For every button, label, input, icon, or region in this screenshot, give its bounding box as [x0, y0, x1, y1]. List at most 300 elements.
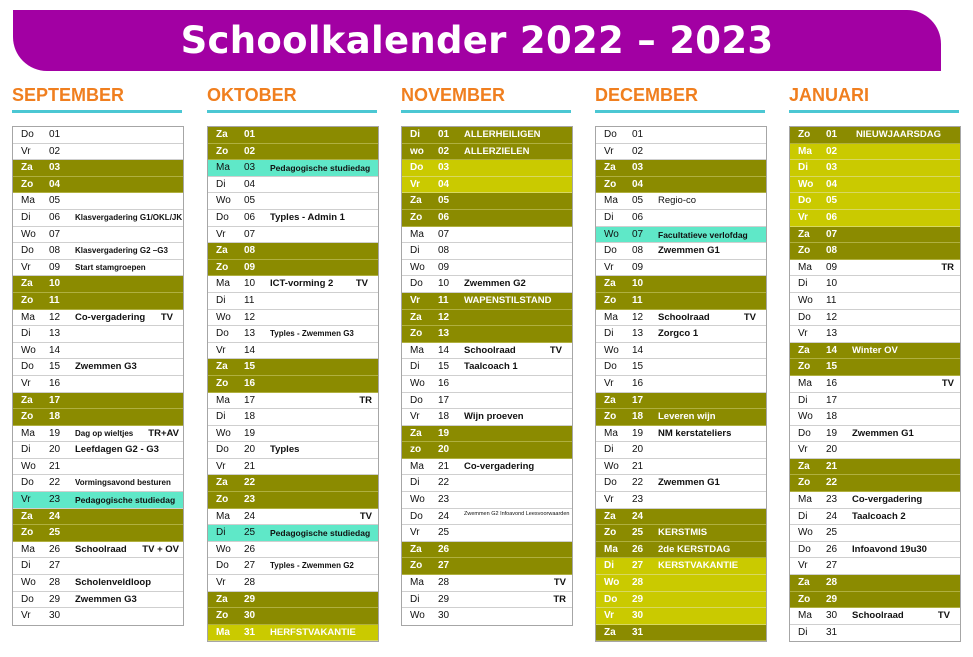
- weekday-label: Do: [410, 278, 423, 290]
- day-number: 24: [438, 510, 450, 522]
- event-label: Leveren wijn: [658, 411, 716, 423]
- weekday-label: Ma: [21, 195, 35, 207]
- weekday-label: Ma: [410, 228, 424, 240]
- day-row: [208, 260, 378, 277]
- day-number: 26: [632, 543, 644, 555]
- weekday-label: Di: [604, 560, 614, 572]
- day-number: 15: [632, 361, 644, 373]
- weekday-label: Ma: [798, 261, 812, 273]
- day-number: 25: [826, 527, 838, 539]
- weekday-label: Vr: [410, 178, 421, 190]
- event-label: ALLERZIELEN: [464, 145, 530, 157]
- event-label: Pedagogische studiedag: [270, 163, 371, 174]
- weekday-label: Za: [410, 311, 422, 323]
- day-row: [13, 542, 183, 559]
- day-row: [208, 243, 378, 260]
- weekday-label: Ma: [410, 577, 424, 589]
- weekday-label: Do: [604, 129, 617, 140]
- event-label: Co-vergadering: [852, 494, 923, 506]
- day-number: 17: [438, 394, 450, 406]
- day-row: [13, 160, 183, 177]
- day-row: [402, 426, 572, 443]
- day-row: [13, 475, 183, 492]
- weekday-label: Za: [798, 577, 810, 589]
- event-label: Klasvergadering G1/OKL/JK: [75, 212, 183, 222]
- day-number: 02: [632, 145, 644, 157]
- weekday-label: Do: [216, 444, 229, 456]
- day-number: 18: [49, 411, 61, 423]
- day-number: 14: [826, 344, 838, 356]
- day-number: 25: [438, 527, 450, 539]
- weekday-label: Za: [216, 245, 228, 257]
- day-number: 07: [438, 228, 450, 240]
- day-number: 29: [826, 593, 838, 605]
- day-number: 27: [49, 560, 61, 572]
- weekday-label: wo: [410, 145, 424, 157]
- weekday-label: Di: [21, 211, 31, 223]
- event-tag: TV: [549, 344, 562, 356]
- weekday-label: Do: [216, 328, 229, 340]
- event-tag: TR: [553, 593, 566, 605]
- day-row: [790, 243, 960, 260]
- day-number: 21: [826, 460, 838, 472]
- day-row: [790, 343, 960, 360]
- day-number: 24: [826, 510, 838, 522]
- day-number: 14: [438, 344, 450, 356]
- day-number: 27: [632, 560, 644, 572]
- day-number: 01: [826, 129, 838, 140]
- day-table: [789, 126, 961, 642]
- day-row: [208, 608, 378, 625]
- event-tag: TR: [359, 394, 372, 406]
- day-row: [402, 409, 572, 426]
- day-row: [596, 359, 766, 376]
- event-label: Zwemmen G3: [75, 361, 137, 373]
- day-row: [402, 376, 572, 393]
- day-row: [402, 276, 572, 293]
- weekday-label: Ma: [21, 543, 35, 555]
- weekday-label: Wo: [216, 427, 231, 439]
- day-number: 07: [244, 228, 256, 240]
- day-row: [790, 608, 960, 625]
- weekday-label: Za: [21, 162, 33, 174]
- day-number: 03: [244, 162, 256, 174]
- event-label: Pedagogische studiedag: [75, 495, 176, 506]
- day-number: 06: [438, 211, 450, 223]
- event-label: Typles - Admin 1: [270, 211, 345, 223]
- day-number: 04: [826, 178, 838, 190]
- weekday-label: Ma: [798, 610, 812, 622]
- day-row: [208, 193, 378, 210]
- day-number: 17: [632, 394, 644, 406]
- weekday-label: Di: [798, 394, 808, 406]
- day-number: 17: [49, 394, 61, 406]
- day-row: [402, 575, 572, 592]
- weekday-label: Ma: [604, 311, 618, 323]
- day-number: 13: [632, 328, 644, 340]
- day-number: 17: [244, 394, 256, 406]
- day-number: 25: [49, 527, 61, 539]
- day-row: [402, 442, 572, 459]
- weekday-label: Zo: [216, 494, 229, 506]
- day-number: 23: [244, 494, 256, 506]
- day-row: [402, 144, 572, 161]
- weekday-label: Vr: [604, 377, 614, 389]
- day-row: [402, 525, 572, 542]
- weekday-label: Za: [604, 278, 616, 290]
- day-row: [13, 409, 183, 426]
- weekday-label: Vr: [604, 261, 614, 273]
- day-row: [13, 227, 183, 244]
- weekday-label: Do: [21, 361, 34, 373]
- day-row: [13, 592, 183, 609]
- day-number: 10: [826, 278, 838, 290]
- month-column-januari: [789, 84, 961, 638]
- day-number: 05: [49, 195, 61, 207]
- day-row: [13, 442, 183, 459]
- day-row: [208, 625, 378, 642]
- event-label: KERSTMIS: [658, 527, 708, 539]
- day-number: 08: [438, 245, 450, 257]
- day-row: [208, 459, 378, 476]
- day-number: 31: [244, 626, 256, 638]
- event-label: Schoolraad: [658, 311, 710, 323]
- day-row: [790, 592, 960, 609]
- day-number: 15: [49, 361, 61, 373]
- day-number: 22: [438, 477, 450, 489]
- weekday-label: Ma: [604, 195, 618, 207]
- day-number: 18: [632, 411, 644, 423]
- day-row: [208, 144, 378, 161]
- day-number: 18: [244, 411, 256, 423]
- weekday-label: Zo: [604, 294, 617, 306]
- day-row: [402, 475, 572, 492]
- event-label: Start stamgroepen: [75, 262, 146, 272]
- weekday-label: Do: [604, 361, 617, 373]
- weekday-label: Zo: [798, 245, 811, 257]
- weekday-label: Zo: [21, 411, 34, 423]
- weekday-label: Do: [604, 477, 617, 489]
- day-number: 06: [49, 211, 61, 223]
- day-number: 09: [826, 261, 838, 273]
- day-number: 08: [632, 245, 644, 257]
- weekday-label: Ma: [604, 543, 618, 555]
- weekday-label: Zo: [21, 527, 34, 539]
- event-label: KERSTVAKANTIE: [658, 560, 739, 572]
- day-number: 27: [244, 560, 256, 572]
- event-label: 2de KERSTDAG: [658, 543, 731, 555]
- weekday-label: Do: [21, 129, 34, 140]
- day-table: [207, 126, 379, 642]
- event-label: Winter OV: [852, 344, 898, 356]
- day-number: 05: [826, 195, 838, 207]
- day-number: 01: [438, 129, 450, 140]
- day-row: [596, 276, 766, 293]
- day-row: [790, 293, 960, 310]
- day-number: 27: [438, 560, 450, 572]
- day-row: [596, 459, 766, 476]
- day-number: 07: [826, 228, 838, 240]
- day-number: 31: [632, 626, 644, 638]
- day-row: [596, 193, 766, 210]
- weekday-label: Do: [410, 510, 423, 522]
- day-number: 13: [49, 328, 61, 340]
- event-label: Zwemmen G3: [75, 593, 137, 605]
- day-row: [13, 459, 183, 476]
- weekday-label: Vr: [604, 145, 614, 157]
- day-number: 20: [49, 444, 61, 456]
- day-row: [402, 210, 572, 227]
- day-number: 08: [49, 245, 61, 257]
- month-column-september: [12, 84, 184, 622]
- weekday-label: Za: [798, 228, 810, 240]
- weekday-label: zo: [410, 444, 422, 456]
- day-row: [790, 144, 960, 161]
- day-row: [596, 492, 766, 509]
- weekday-label: Ma: [410, 460, 424, 472]
- day-row: [402, 127, 572, 144]
- day-row: [402, 509, 572, 526]
- day-row: [402, 310, 572, 327]
- day-number: 03: [826, 162, 838, 174]
- event-label: Dag op wieltjes: [75, 428, 134, 438]
- day-row: [402, 326, 572, 343]
- day-row: [208, 409, 378, 426]
- weekday-label: Di: [21, 328, 31, 340]
- day-row: [208, 343, 378, 360]
- weekday-label: Vr: [216, 460, 226, 472]
- weekday-label: Wo: [216, 543, 231, 555]
- day-row: [790, 227, 960, 244]
- day-row: [402, 459, 572, 476]
- day-number: 03: [632, 162, 644, 174]
- weekday-label: Do: [216, 211, 229, 223]
- day-number: 12: [632, 311, 644, 323]
- day-number: 23: [49, 494, 61, 506]
- day-number: 26: [826, 543, 838, 555]
- event-label: Infoavond 19u30: [852, 543, 927, 555]
- day-number: 23: [632, 494, 644, 506]
- event-label: NM kerstateliers: [658, 427, 732, 439]
- weekday-label: Do: [798, 311, 811, 323]
- weekday-label: Vr: [21, 494, 31, 506]
- day-row: [790, 260, 960, 277]
- day-row: [596, 227, 766, 244]
- day-number: 02: [244, 145, 256, 157]
- day-row: [13, 343, 183, 360]
- day-number: 11: [49, 294, 60, 306]
- weekday-label: Ma: [216, 394, 230, 406]
- day-table: [401, 126, 573, 626]
- weekday-label: Za: [410, 427, 422, 439]
- weekday-label: Zo: [798, 593, 811, 605]
- weekday-label: Wo: [798, 294, 813, 306]
- weekday-label: Do: [798, 543, 811, 555]
- day-row: [13, 260, 183, 277]
- day-number: 15: [438, 361, 450, 373]
- day-row: [790, 409, 960, 426]
- day-row: [13, 144, 183, 161]
- day-number: 13: [826, 328, 838, 340]
- day-number: 05: [438, 195, 450, 207]
- weekday-label: Do: [21, 477, 34, 489]
- day-row: [208, 393, 378, 410]
- event-label: Typles - Zwemmen G3: [270, 329, 354, 339]
- day-row: [596, 127, 766, 144]
- day-number: 29: [632, 593, 644, 605]
- day-row: [790, 426, 960, 443]
- weekday-label: Wo: [604, 460, 619, 472]
- day-row: [208, 575, 378, 592]
- day-row: [13, 293, 183, 310]
- day-row: [208, 359, 378, 376]
- day-row: [13, 426, 183, 443]
- day-number: 12: [244, 311, 256, 323]
- weekday-label: Di: [21, 444, 31, 456]
- day-table: [12, 126, 184, 626]
- day-row: [596, 260, 766, 277]
- weekday-label: Di: [21, 560, 31, 572]
- weekday-label: Di: [410, 593, 420, 605]
- weekday-label: Zo: [604, 178, 617, 190]
- day-row: [402, 608, 572, 625]
- weekday-label: Do: [410, 394, 423, 406]
- day-number: 04: [438, 178, 450, 190]
- weekday-label: Ma: [216, 510, 230, 522]
- day-number: 20: [438, 444, 450, 456]
- weekday-label: Vr: [798, 444, 808, 456]
- day-row: [596, 310, 766, 327]
- day-row: [208, 525, 378, 542]
- weekday-label: Wo: [21, 577, 36, 589]
- weekday-label: Wo: [410, 494, 425, 506]
- day-number: 04: [632, 178, 644, 190]
- weekday-label: Za: [216, 477, 228, 489]
- day-row: [596, 160, 766, 177]
- day-row: [596, 625, 766, 642]
- day-row: [208, 127, 378, 144]
- event-label: Zwemmen G1: [852, 427, 914, 439]
- day-number: 18: [438, 411, 450, 423]
- day-number: 12: [438, 311, 450, 323]
- day-number: 22: [244, 477, 256, 489]
- day-number: 10: [632, 278, 644, 290]
- day-number: 20: [632, 444, 644, 456]
- month-heading: SEPTEMBER: [12, 85, 125, 105]
- day-number: 15: [826, 361, 838, 373]
- day-number: 21: [244, 460, 256, 472]
- day-number: 26: [438, 543, 450, 555]
- day-row: [402, 343, 572, 360]
- day-number: 10: [49, 278, 61, 290]
- day-row: [596, 592, 766, 609]
- day-number: 04: [244, 178, 256, 190]
- day-row: [790, 393, 960, 410]
- day-number: 16: [49, 377, 61, 389]
- weekday-label: Do: [604, 593, 618, 605]
- day-row: [596, 293, 766, 310]
- weekday-label: Wo: [21, 344, 36, 356]
- day-number: 28: [632, 577, 644, 589]
- day-number: 22: [49, 477, 61, 489]
- month-heading: DECEMBER: [595, 85, 699, 105]
- day-number: 16: [438, 377, 450, 389]
- day-number: 11: [632, 294, 643, 306]
- event-label: Pedagogische studiedag: [270, 528, 371, 539]
- weekday-label: Za: [798, 344, 810, 356]
- weekday-label: Do: [21, 245, 34, 257]
- day-row: [13, 210, 183, 227]
- day-number: 27: [826, 560, 838, 572]
- day-number: 01: [49, 129, 61, 140]
- weekday-label: Zo: [798, 129, 811, 140]
- day-row: [402, 359, 572, 376]
- day-number: 28: [826, 577, 838, 589]
- weekday-label: Ma: [410, 344, 424, 356]
- day-number: 24: [49, 510, 61, 522]
- weekday-label: Di: [410, 477, 420, 489]
- weekday-label: Ma: [21, 311, 35, 323]
- weekday-label: Za: [21, 394, 33, 406]
- day-row: [402, 160, 572, 177]
- day-number: 05: [632, 195, 644, 207]
- weekday-label: Vr: [410, 527, 420, 539]
- day-row: [402, 492, 572, 509]
- weekday-label: Ma: [216, 162, 230, 174]
- weekday-label: Zo: [216, 610, 229, 622]
- weekday-label: Do: [216, 560, 229, 572]
- day-row: [790, 442, 960, 459]
- weekday-label: Di: [798, 626, 808, 638]
- day-number: 21: [438, 460, 450, 472]
- day-number: 09: [632, 261, 644, 273]
- month-column-oktober: [207, 84, 379, 638]
- event-label: NIEUWJAARSDAG: [856, 129, 941, 140]
- day-row: [402, 592, 572, 609]
- day-number: 29: [49, 593, 61, 605]
- day-row: [208, 558, 378, 575]
- day-number: 14: [244, 344, 256, 356]
- weekday-label: Vr: [410, 294, 421, 306]
- weekday-label: Zo: [216, 145, 229, 157]
- event-label: HERFSTVAKANTIE: [270, 626, 356, 638]
- day-number: 13: [244, 328, 256, 340]
- event-label: ICT-vorming 2: [270, 278, 334, 290]
- weekday-label: Vr: [21, 377, 31, 389]
- day-row: [790, 210, 960, 227]
- weekday-label: Zo: [604, 527, 617, 539]
- day-number: 19: [438, 427, 450, 439]
- weekday-label: Zo: [798, 477, 811, 489]
- weekday-label: Za: [21, 278, 33, 290]
- day-number: 18: [826, 411, 838, 423]
- weekday-label: Za: [604, 162, 616, 174]
- weekday-label: Zo: [216, 377, 229, 389]
- weekday-label: Di: [410, 129, 420, 140]
- event-tag: TR+AV: [148, 427, 179, 439]
- weekday-label: Wo: [216, 311, 231, 323]
- month-divider: [12, 110, 182, 113]
- event-label: Schoolraad: [852, 610, 904, 622]
- weekday-label: Di: [798, 510, 808, 522]
- weekday-label: Wo: [798, 178, 814, 190]
- day-number: 26: [244, 543, 256, 555]
- day-row: [790, 177, 960, 194]
- day-number: 07: [49, 228, 61, 240]
- day-number: 28: [438, 577, 450, 589]
- weekday-label: Vr: [216, 344, 226, 356]
- weekday-label: Vr: [410, 411, 420, 423]
